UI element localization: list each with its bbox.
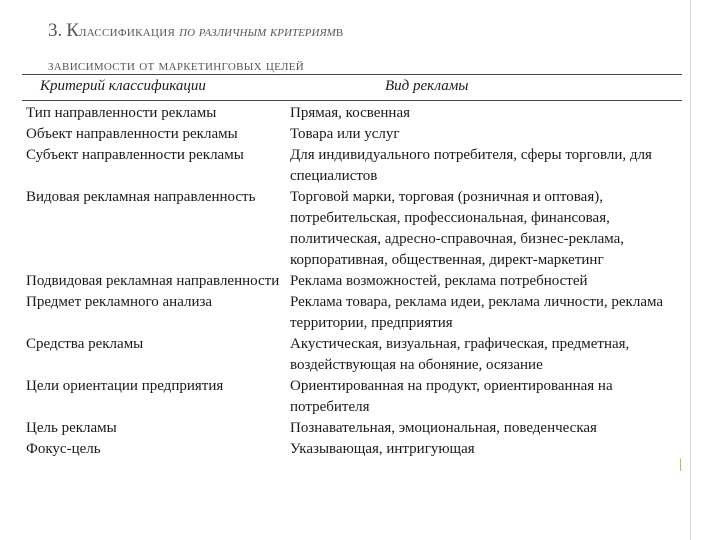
ad-kind-cell: Акустическая, визуальная, графическая, предметная, воздействующая на обоняние, осязание bbox=[290, 336, 630, 373]
title-word: лассификация bbox=[78, 24, 176, 40]
criterion-cell: Подвидовая рекламная направленности bbox=[26, 273, 280, 289]
table-row bbox=[26, 187, 686, 271]
ad-kind-cell: Товара или услуг bbox=[290, 126, 400, 142]
table-row bbox=[26, 376, 686, 418]
table-row bbox=[26, 439, 686, 460]
ad-kind-cell: Для индивидуального потребителя, сферы торговли, для специалистов bbox=[290, 147, 652, 184]
criterion-cell: Объект направленности рекламы bbox=[26, 126, 238, 142]
title-italic: по различным критериям bbox=[179, 24, 336, 40]
ad-kind-cell: Прямая, косвенная bbox=[290, 105, 410, 121]
table-row bbox=[26, 124, 686, 145]
table-row bbox=[26, 334, 686, 376]
criterion-cell: Предмет рекламного анализа bbox=[26, 294, 213, 310]
ad-kind-cell: Реклама возможностей, реклама потребностей bbox=[290, 273, 588, 289]
criterion-cell: Фокус-цель bbox=[26, 441, 101, 457]
table-row bbox=[26, 145, 686, 187]
table-row bbox=[26, 103, 686, 124]
ad-kind-cell: Торговой марки, торговая (розничная и оптовая), потребительская, профессиональная, финансовая, политическая, адресно-справочная, бизнес-реклама, корпоративная, общественная, директ-маркетинг bbox=[290, 189, 625, 268]
table-row bbox=[26, 418, 686, 439]
criterion-cell: Тип направленности рекламы bbox=[26, 105, 217, 121]
table-row bbox=[26, 271, 686, 292]
ad-kind-cell: Познавательная, эмоциональная, поведенческая bbox=[290, 420, 597, 436]
title-line2: зависимости от маркетинговых целей bbox=[48, 58, 305, 74]
criterion-cell: Средства рекламы bbox=[26, 336, 144, 352]
ad-kind-cell: Реклама товара, реклама идеи, реклама личности, реклама территории, предприятия bbox=[290, 294, 664, 331]
header-criterion: Критерий классификации bbox=[40, 78, 206, 94]
table-top-rule bbox=[22, 74, 682, 75]
table-header-rule bbox=[22, 100, 682, 101]
title-after: в bbox=[335, 24, 344, 40]
table-row bbox=[26, 292, 686, 334]
ad-kind-cell: Ориентированная на продукт, ориентированная на потребителя bbox=[290, 378, 613, 415]
title-number: 3. bbox=[48, 20, 63, 41]
slide-marker: | bbox=[679, 457, 682, 472]
criterion-cell: Субъект направленности рекламы bbox=[26, 147, 244, 163]
title-initial: К bbox=[66, 20, 79, 41]
criterion-cell: Видовая рекламная направленность bbox=[26, 189, 256, 205]
ad-kind-cell: Указывающая, интригующая bbox=[290, 441, 475, 457]
table-body bbox=[26, 103, 686, 460]
table-header bbox=[22, 78, 682, 100]
criterion-cell: Цель рекламы bbox=[26, 420, 117, 436]
slide-border bbox=[690, 0, 691, 540]
slide-title bbox=[48, 14, 668, 83]
header-kind: Вид рекламы bbox=[385, 78, 469, 94]
criterion-cell: Цели ориентации предприятия bbox=[26, 378, 224, 394]
